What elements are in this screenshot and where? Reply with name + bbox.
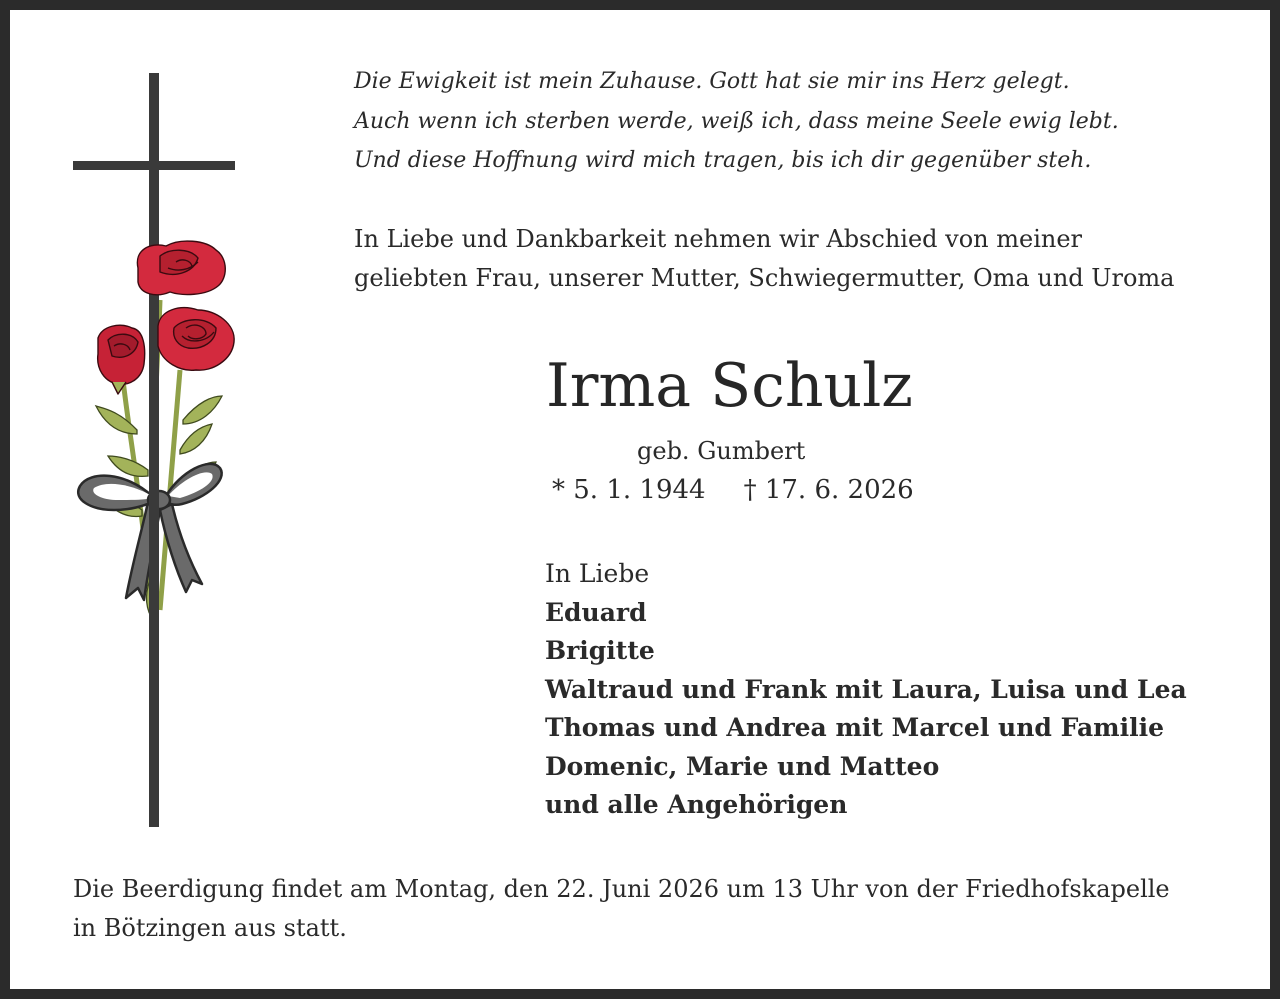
maiden-name: geb. Gumbert <box>637 437 806 465</box>
farewell-text <box>354 220 1175 298</box>
mourner-name: Domenic, Marie und Matteo <box>545 751 940 781</box>
mourners-intro: In Liebe <box>545 559 650 588</box>
mourner-name: und alle Angehörigen <box>545 790 848 819</box>
rose-top <box>137 241 225 295</box>
poem-line: Die Ewigkeit ist mein Zuhause. Gott hat sie mir ins Herz gelegt. <box>354 69 1070 94</box>
mourners-list <box>545 555 1187 825</box>
obituary-card <box>10 10 1270 989</box>
cross-with-roses-icon <box>10 10 270 840</box>
poem-line: Auch wenn ich sterben werde, weiß ich, dass meine Seele ewig lebt. <box>354 108 1119 134</box>
mourner-name: Thomas und Andrea mit Marcel und Familie <box>545 713 1164 742</box>
farewell-line: In Liebe und Dankbarkeit nehmen wir Abschied von meiner <box>354 225 1083 253</box>
mourner-name: Eduard <box>545 597 647 627</box>
death-date: † 17. 6. 2026 <box>743 475 914 505</box>
funeral-line: Die Beerdigung findet am Montag, den 22. Juni 2026 um 13 Uhr von der Friedhofskapelle <box>73 875 1170 903</box>
rose-right <box>158 308 234 371</box>
life-dates <box>552 472 914 508</box>
deceased-name: Irma Schulz <box>546 351 913 421</box>
cross-vertical <box>149 73 159 827</box>
birth-date: * 5. 1. 1944 <box>552 475 706 505</box>
poem-line: Und diese Hoffnung wird mich tragen, bis ich dir gegenüber steh. <box>354 148 1092 173</box>
mourner-name: Brigitte <box>545 636 655 665</box>
funeral-line: in Bötzingen aus statt. <box>73 913 347 942</box>
funeral-notice <box>73 870 1170 947</box>
poem-verse <box>354 62 1119 181</box>
cross-horizontal <box>73 161 235 170</box>
rose-left <box>98 325 145 394</box>
mourner-name: Waltraud und Frank mit Laura, Luisa und Lea <box>545 674 1187 704</box>
farewell-line: geliebten Frau, unserer Mutter, Schwiegermutter, Oma und Uroma <box>354 264 1175 292</box>
